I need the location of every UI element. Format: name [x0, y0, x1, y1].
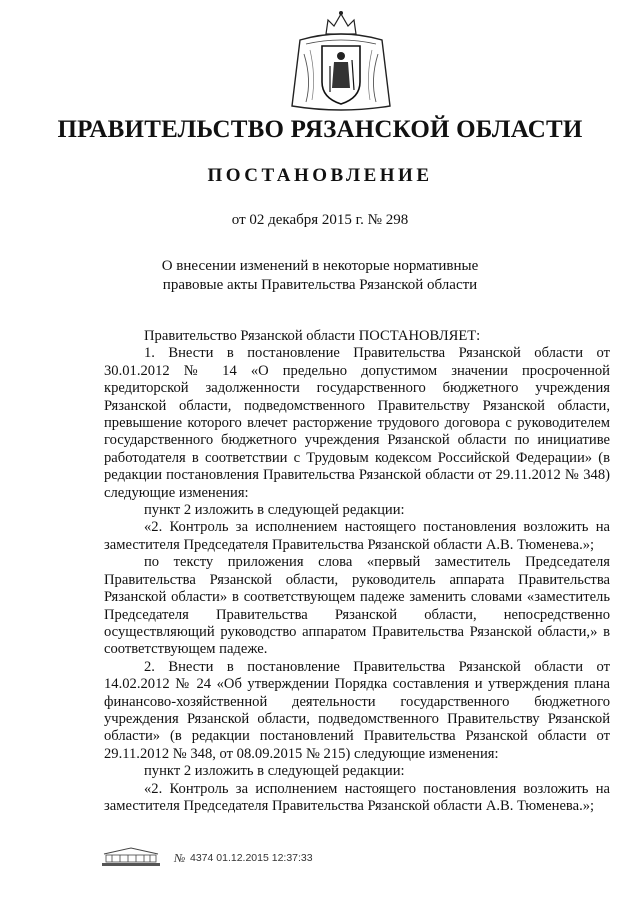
subject-line: правовые акты Правительства Рязанской области	[162, 277, 478, 293]
subject-line: О внесении изменений в некоторые нормативные	[161, 258, 479, 274]
decree-body	[104, 328, 610, 815]
decree-subject	[120, 257, 520, 295]
registration-reference: 4374 01.12.2015 12:37:33	[190, 852, 313, 864]
number-mark: №	[174, 851, 186, 865]
registration-footer	[100, 846, 400, 870]
clause-1-appendix-change: по тексту приложения слова «первый заместитель Председателя Правительства Рязанской области, руководитель аппарата Правительства Рязанской области» в соответствующем падеже заменить словами «заместитель Председателя Правительства Рязанской области, непосредственно осуществляющий руководство аппаратом Правительства Рязанской области,» в соответствующем падеже.	[104, 554, 610, 658]
clause-1-subitem: пункт 2 изложить в следующей редакции:	[144, 502, 405, 519]
document-type: ПОСТАНОВЛЕНИЕ	[207, 165, 433, 186]
clause-2-subitem: пункт 2 изложить в следующей редакции:	[144, 763, 405, 780]
government-title: ПРАВИТЕЛЬСТВО РЯЗАНСКОЙ ОБЛАСТИ	[57, 116, 583, 143]
date-and-number: от 02 декабря 2015 г. № 298	[231, 212, 409, 228]
clause-2: 2. Внести в постановление Правительства Рязанской области от 14.02.2012 № 24 «Об утверждении Порядка составления и утверждения плана финансово-хозяйственной деятельности государственного бюджетного учреждения Рязанской области, подведомственного Правительству Рязанской области» (в редакции постановлений Правительства Рязанской области от 29.11.2012 № 348, от 08.09.2015 № 215) следующие изменения:	[104, 658, 610, 762]
clause-1: 1. Внести в постановление Правительства Рязанской области от 30.01.2012 № 14 «О предельно допустимом значении просроченной кредиторской задолженности государственного бюджетного учреждения Рязанской области, подведомственного Правительству Рязанской области, превышение которого влечет расторжение трудового договора с руководителем государственного бюджетного учреждения Рязанской области по инициативе работодателя в соответствии с Трудовым кодексом Российской Федерации» (в редакции постановления Правительства Рязанской области от 29.11.2012 № 348) следующие изменения:	[104, 345, 610, 501]
clause-1-quote: «2. Контроль за исполнением настоящего постановления возложить на заместителя Председателя Правительства Рязанской области А.В. Тюменева.»;	[104, 519, 610, 553]
coat-of-arms-emblem	[286, 10, 396, 118]
clause-2-quote: «2. Контроль за исполнением настоящего постановления возложить на заместителя Председателя Правительства Рязанской области А.В. Тюменева.»;	[104, 780, 610, 814]
preamble: Правительство Рязанской области ПОСТАНОВЛЯЕТ:	[144, 328, 481, 344]
registry-stamp-icon	[100, 846, 162, 868]
